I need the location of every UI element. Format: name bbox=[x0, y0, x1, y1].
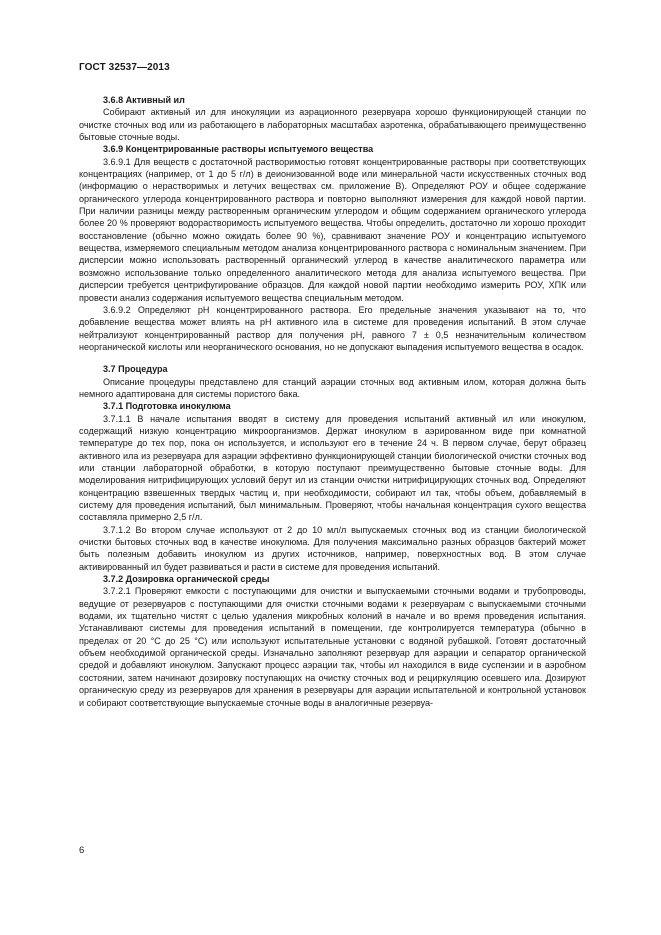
section-heading-procedure: 3.7 Процедура bbox=[103, 364, 168, 375]
paragraph: 3.7.1.1 В начале испытания вводят в систему для проведения испытаний активный ил или инокулюм, содержащий низкую концентрацию микроорганизмов. Держат инокулюм в аэрированном виде при комнатной температуре до тех пор, пока он используется, и используют его в течение 24 ч. В первом случае, берут образец активного ила из резервуара для аэрации эффективно функционирующей станции биологической очистки сточных вод или станции лабораторной обработки, в которую поступают преимущественно бытовые сточные воды. Для моделирования нитрифицирующих условий берут ил из станции очистки нитрифицирующих сточных вод. Определяют концентрацию взвешенных твердых частиц и, при необходимости, собирают ил так, чтобы объем, добавляемый в систему для проведения испытаний, был минимальным. Проверяют, чтобы начальная концентрация сухого вещества составляла примерно 2,5 г/л. bbox=[79, 413, 586, 523]
standard-code: ГОСТ 32537—2013 bbox=[79, 62, 170, 73]
paragraph: 3.7.2.1 Проверяют емкости с поступающими для очистки и выпускаемыми сточными водами и трубопроводы, ведущие от резервуаров с поступающими для очистки сточными водами к резервуарам с выпускаемыми сточными водами, их тщательно чистят с целью удаления микробных колоний в начале и во время проведения испытания. Устанавливают системы для проведения испытаний в помещении, где контролируется температура (обычно в пределах от 20 °С до 25 °С) или используют испытательные установки с водяной рубашкой. Готовят достаточный объем необходимой органической среды. Изначально заполняют резервуар для аэрации и сепаратор органической средой и добавляют инокулюм. Запускают процесс аэрации так, чтобы ил находился в виде суспензии и в аэробном состоянии, затем начинают дозировку поступающих на очистку сточных вод и рециркуляцию осевшего ила. Дозируют органическую среду из резервуаров для хранения в резервуары для аэрации испытательной и контрольной установок и собирают соответствующие выпускаемые сточные воды в аналогичные резервуа- bbox=[79, 586, 586, 708]
page-number: 6 bbox=[79, 845, 85, 856]
paragraph: Описание процедуры представлено для станций аэрации сточных вод активным илом, которая должна быть немного адаптирована для системы пористого бака. bbox=[79, 376, 586, 399]
paragraph: 3.6.9.2 Определяют pH концентрированного раствора. Его предельные значения указывают на то, что добавление вещества может влиять на pH активного ила в системе для проведения испытаний. В этом случае нейтрализуют концентрированный раствор для получения pH, равного 7 ± 0,5 незначительным количеством неорганической кислоты или неорганического основания, но не допускают выпадения испытуемого вещества в осадок. bbox=[79, 304, 586, 352]
paragraph: 3.6.9.1 Для веществ с достаточной растворимостью готовят концентрированные растворы при соответствующих концентрациях (например, от 1 до 5 г/л) в деионизованной воде или минеральной части искусственных сточных вод (информацию о нерастворимых и летучих веществах см. приложение В). Определяют РОУ и общее содержание органического углерода концентрированного раствора и повторно выполняют измерения для каждой новой партии. При наличии разницы между растворенным органическим углеродом и общим содержанием органического углерода более 20 % проверяют водорастворимость испытуемого вещества. Чтобы определить, достаточно ли хорошо проходит восстановление (обычно можно ожидать более 90 %), сравнивают значение РОУ и концентрацию испытуемого вещества, измеряемого специальным методом анализа концентрированного раствора с номинальным значением. При дисперсии можно использовать растворенный органический углерод в качестве аналитического параметра или возможно использование только определенного аналитического метода для анализа испытуемого вещества. При дисперсии требуется центрифугирование образцов. Для каждой новой партии необходимо измерить РОУ, ХПК или провести анализ содержания испытуемого вещества специальным методом. bbox=[79, 156, 586, 303]
paragraph: Собирают активный ил для инокуляции из аэрационного резервуара хорошо функционирующей станции по очистке сточных вод или из работающего в лабораторных масштабах аэротенка, обрабатывающего преимущественно бытовые сточные воды. bbox=[79, 107, 586, 143]
section-heading-organic-medium-dosing: 3.7.2 Дозировка органической среды bbox=[103, 574, 270, 585]
section-heading-stock-solutions: 3.6.9 Концентрированные растворы испытуемого вещества bbox=[103, 144, 374, 155]
paragraph: 3.7.1.2 Во втором случае используют от 2 до 10 мл/л выпускаемых сточных вод из станции биологической очистки бытовых сточных вод в качестве инокулюма. Для получения максимально разных образцов бактерий может быть полезным добавить инокулюм из других источников, например, поверхностных вод. В этом случае активированный ил будет развиваться и расти в системе для проведения испытаний. bbox=[79, 524, 586, 572]
section-heading-activated-sludge: 3.6.8 Активный ил bbox=[103, 95, 185, 105]
section-heading-inoculum-preparation: 3.7.1 Подготовка инокулюма bbox=[103, 401, 231, 412]
document-body bbox=[79, 94, 586, 709]
